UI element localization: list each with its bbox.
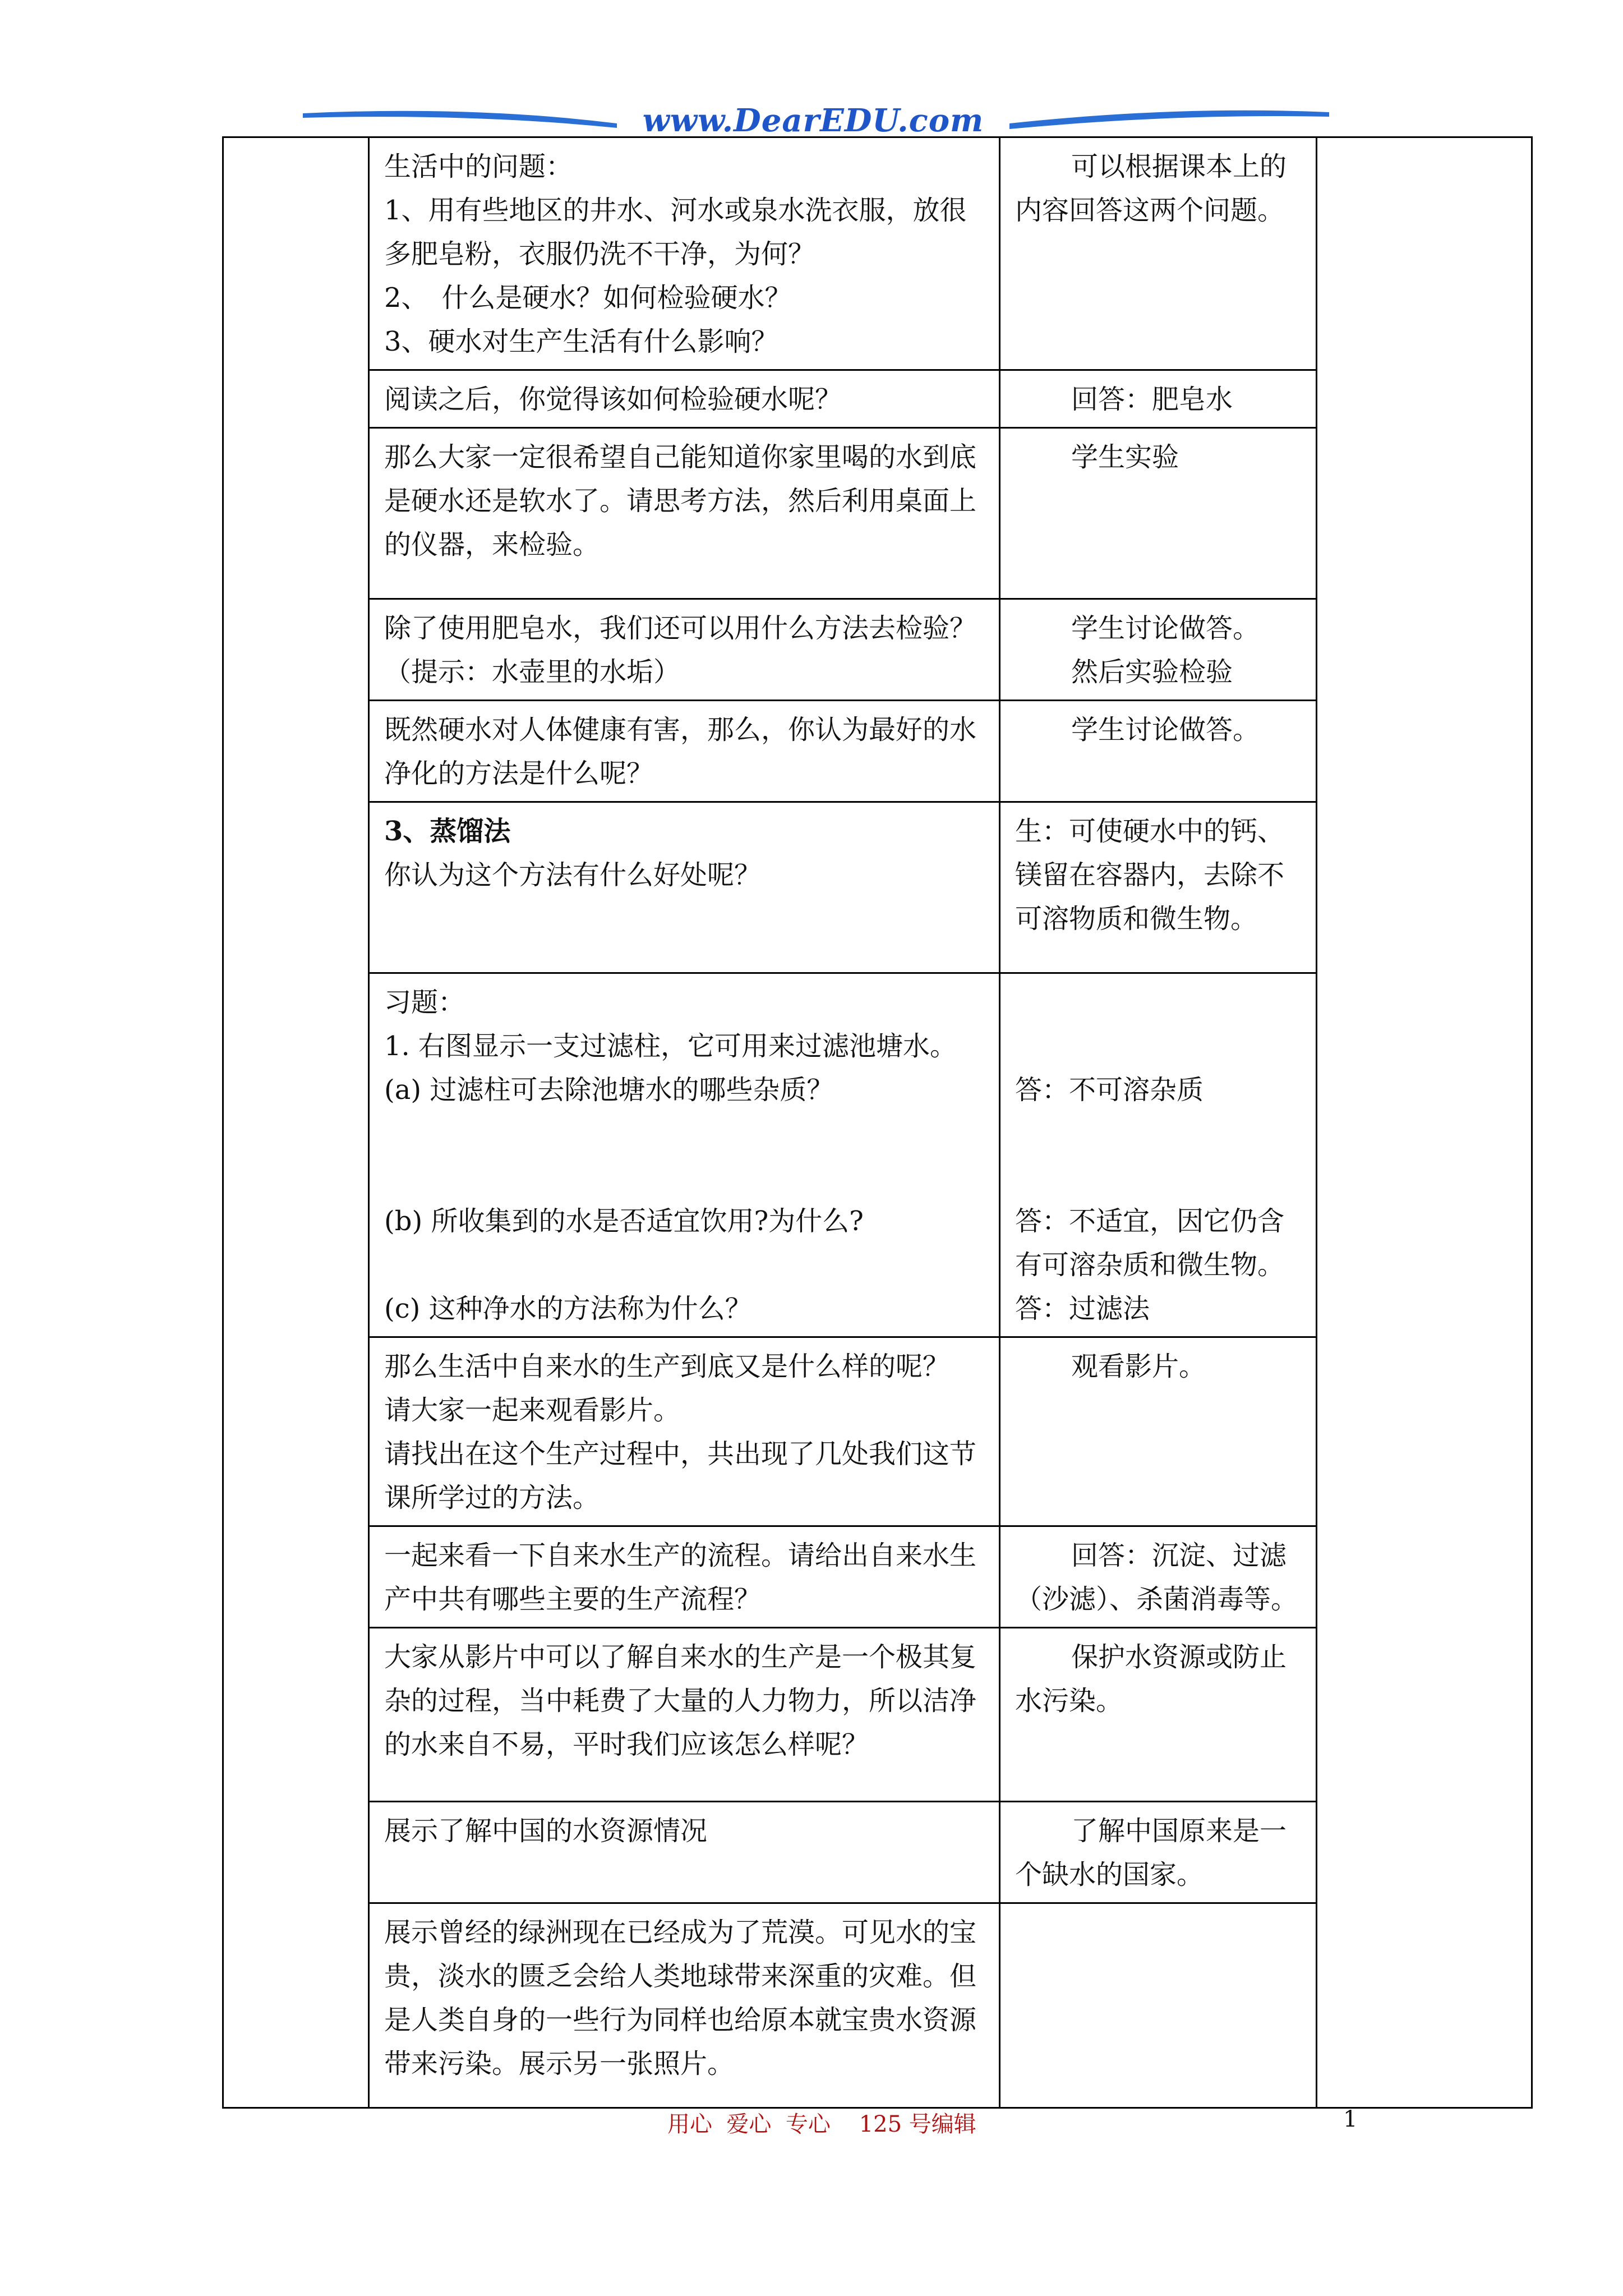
text-line: 学生讨论做答。 [1071,714,1260,746]
site-logo-text[interactable]: www.DearEDU.com [642,102,984,139]
footer-text: 用心 爱心 专心 125 号编辑 [667,2111,976,2137]
text-line: 答：不可溶杂质 [1015,1074,1204,1106]
text-line: 观看影片。 [1071,1351,1206,1382]
teacher-activity-cell [369,137,1000,370]
student-activity-cell [1000,370,1317,428]
page-number: 1 [1343,2106,1358,2132]
text-line: 除了使用肥皂水，我们还可以用什么方法去检验？（提示：水壶里的水垢） [384,613,977,688]
text-line: 答：不适宜，因它仍含有可溶杂质和微生物。 [1015,1205,1285,1281]
text-line: 学生实验 [1071,441,1179,473]
text-line: 1、用有些地区的井水、河水或泉水洗衣服，放很多肥皂粉，衣服仍洗不干净，为何？ [384,195,967,270]
text-line: 生：可使硬水中的钙、镁留在容器内，去除不可溶物质和微生物。 [1015,816,1285,935]
text-line: 习题： [384,987,465,1018]
text-line: 3、硬水对生产生活有什么影响？ [384,326,778,357]
teacher-activity-cell [369,370,1000,428]
text-line: 保护水资源或防止水污染。 [1015,1641,1287,1717]
student-activity-cell [1000,1337,1317,1526]
spacer [384,1243,984,1287]
text-line: (b) 所收集到的水是否适宜饮用?为什么? [384,1205,864,1237]
text-line: 阅读之后，你觉得该如何检验硬水呢？ [384,384,842,415]
teacher-activity-cell [369,701,1000,802]
teacher-activity-cell [369,1337,1000,1526]
text-line: 回答：沉淀、过滤（沙滤）、杀菌消毒等。 [1015,1540,1298,1615]
spacer [1015,1112,1301,1199]
table-row [223,137,1532,370]
spacer [384,1112,984,1199]
student-activity-cell [1000,802,1317,973]
student-activity-cell [1000,1903,1317,2108]
text-line: 了解中国原来是一个缺水的国家。 [1015,1815,1287,1890]
text-line: 你认为这个方法有什么好处呢？ [384,859,762,891]
text-line: 生活中的问题： [384,151,573,182]
teacher-activity-cell [369,1802,1000,1903]
student-activity-cell [1000,599,1317,701]
text-line: 1. 右图显示一支过滤柱，它可用来过滤池塘水。 [384,1030,957,1062]
student-activity-cell [1000,973,1317,1337]
text-line: 回答：肥皂水 [1071,384,1233,415]
teacher-activity-cell [369,802,1000,973]
teacher-activity-cell [369,1903,1000,2108]
text-line: 2、 什么是硬水？如何检验硬水？ [384,282,792,314]
section-heading: 3、蒸馏法 [384,816,511,847]
student-activity-cell [1000,428,1317,599]
lesson-plan-table [222,136,1533,2109]
text-line: 请找出在这个生产过程中，共出现了几处我们这节课所学过的方法。 [384,1438,977,1513]
text-line: 然后实验检验 [1071,656,1233,688]
text-line: 那么大家一定很希望自己能知道你家里喝的水到底是硬水还是软水了。请思考方法，然后利用桌面上的仪器，来检验。 [384,441,977,560]
student-activity-cell [1000,1628,1317,1802]
notes-column-cell [1317,137,1532,2108]
text-line: 一起来看一下自来水生产的流程。请给出自来水生产中共有哪些主要的生产流程？ [384,1540,977,1615]
stage-column-cell [223,137,369,2108]
student-activity-cell [1000,1802,1317,1903]
text-line: 可以根据课本上的内容回答这两个问题。 [1015,151,1287,226]
teacher-activity-cell [369,1628,1000,1802]
spacer [1015,981,1301,1068]
text-line: 学生讨论做答。 [1071,613,1260,644]
teacher-activity-cell [369,428,1000,599]
text-line: 答：过滤法 [1015,1293,1150,1324]
text-line: 请大家一起来观看影片。 [384,1395,681,1426]
text-line: 既然硬水对人体健康有害，那么，你认为最好的水净化的方法是什么呢？ [384,714,977,789]
text-line: (c) 这种净水的方法称为什么？ [384,1293,752,1324]
text-line: 大家从影片中可以了解自来水的生产是一个极其复杂的过程，当中耗费了大量的人力物力，所以洁净的水来自不易，平时我们应该怎么样呢？ [384,1641,977,1760]
teacher-activity-cell [369,1526,1000,1628]
text-line: 展示曾经的绿洲现在已经成为了荒漠。可见水的宝贵，淡水的匮乏会给人类地球带来深重的灾难。但是人类自身的一些行为同样也给原本就宝贵水资源带来污染。展示另一张照片。 [384,1917,977,2079]
student-activity-cell [1000,701,1317,802]
text-line: 那么生活中自来水的生产到底又是什么样的呢？ [384,1351,950,1382]
student-activity-cell [1000,137,1317,370]
teacher-activity-cell [369,599,1000,701]
student-activity-cell [1000,1526,1317,1628]
text-line: (a) 过滤柱可去除池塘水的哪些杂质？ [384,1074,834,1106]
teacher-activity-cell [369,973,1000,1337]
site-header-banner [303,101,1329,140]
text-line: 展示了解中国的水资源情况 [384,1815,708,1847]
